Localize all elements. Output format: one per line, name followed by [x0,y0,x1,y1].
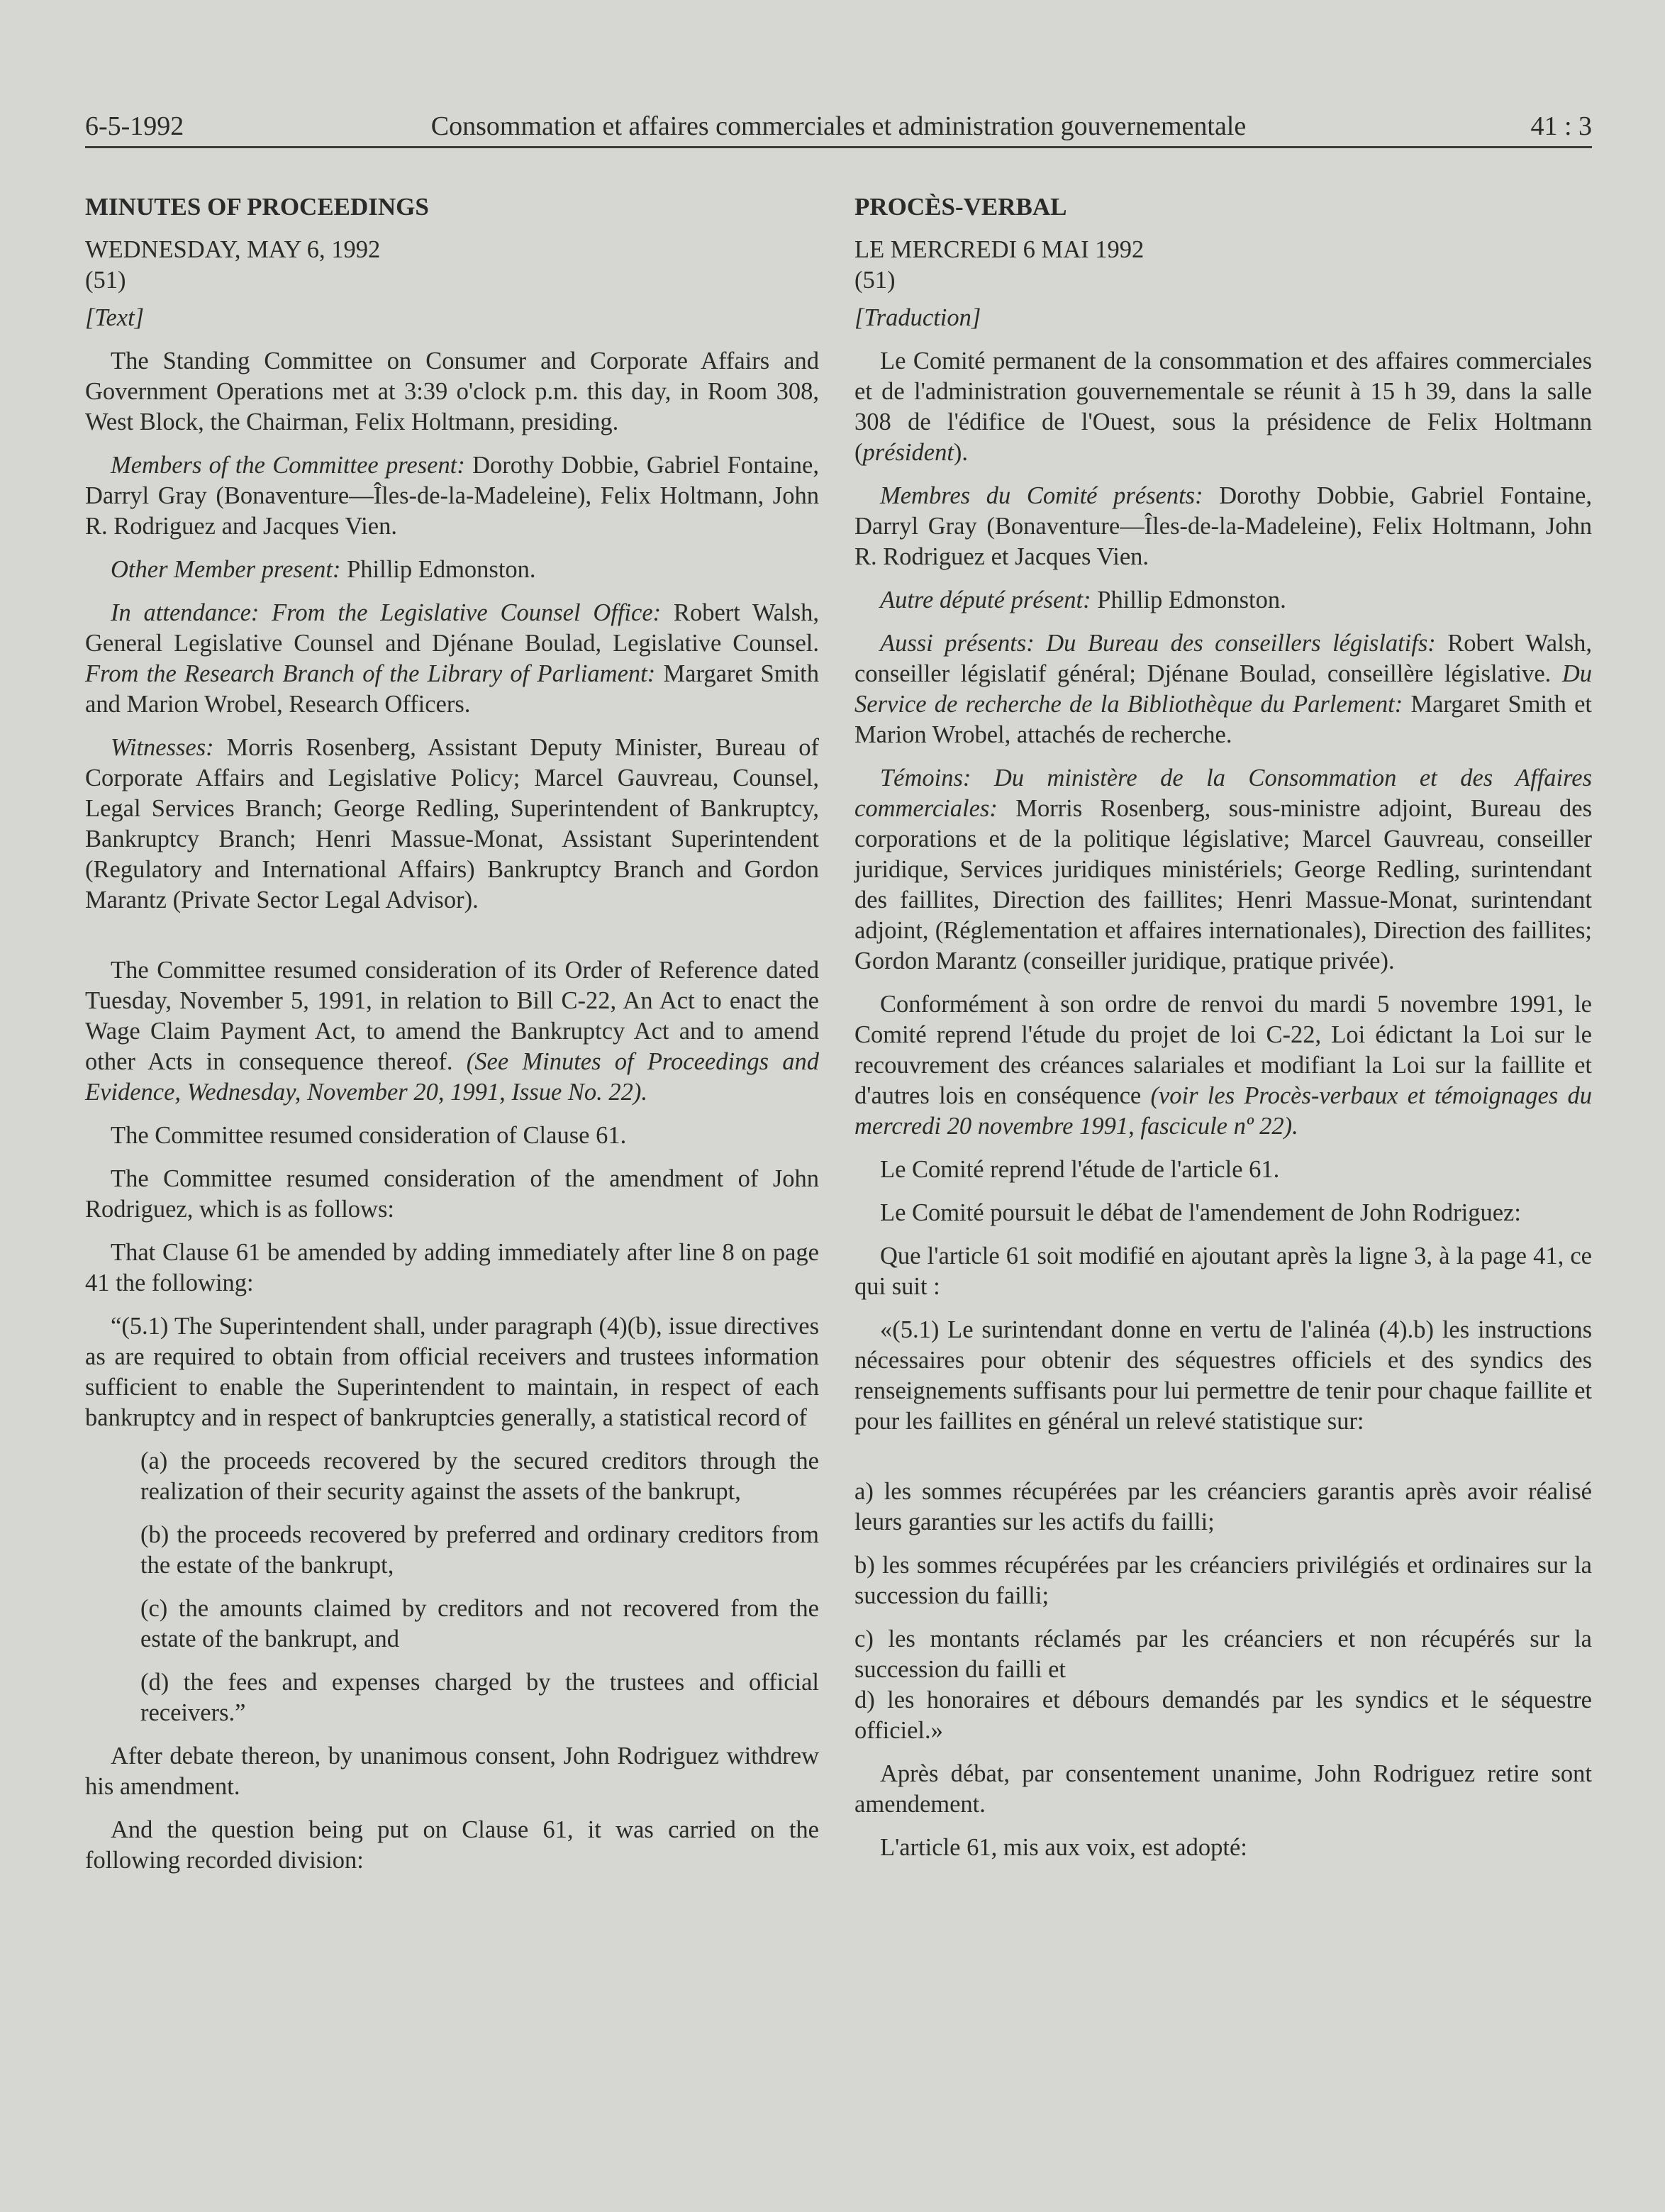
english-other-name: Phillip Edmonston. [340,556,536,583]
french-attendance [854,628,1592,750]
french-witnesses-list: Morris Rosenberg, sous-ministre adjoint, Bureau des corporations et de la politique législative; Marcel Gauvreau, conseiller juridique, Services juridiques ministériels; George Redling, surintendant des faillites, Direction des faillites; Henri Massue-Monat, surintendant adjoint, (Réglementation et affaires internationales), Direction des faillites; Gordon Marantz (conseiller juridique, pratique privée). [854,795,1592,974]
french-resumed-ref: (voir les Procès-verbaux et témoignages du mercredi 20 novembre 1991, fascicule nº 22). [854,1082,1593,1140]
english-after-debate: After debate thereon, by unanimous consent, John Rodriguez withdrew his amendment. [85,1743,819,1800]
english-meeting-number: (51) [85,267,126,294]
header-page-number: 41 : 3 [1530,111,1592,141]
french-opening-end: ). [953,439,969,466]
english-date-line: WEDNESDAY, MAY 6, 1992 [85,236,381,263]
french-date-line: LE MERCREDI 6 MAI 1992 [854,236,1145,263]
french-text-tag: [Traduction] [854,304,981,331]
english-witnesses-list: Morris Rosenberg, Assistant Deputy Minister, Bureau of Corporate Affairs and Legislative Policy; Marcel Gauvreau, Counsel, Legal Services Branch; George Redling, Superintendent of Bankruptcy, Bankruptcy Branch; Henri Massue-Monat, Assistant Superintendent (Regulatory and International Affairs) Bankruptcy Branch and Gordon Marantz (Private Sector Legal Advisor). [85,734,819,913]
english-column [85,191,819,1889]
french-witnesses [854,763,1592,977]
english-members-list: Dorothy Dobbie, Gabriel Fontaine, Darryl Gray (Bonaventure—Îles-de-la-Madeleine), Felix Holtmann, John R. Rodriguez and Jacques Vien. [85,452,819,540]
english-text-tag: [Text] [85,304,145,331]
english-amendment-intro: The Committee resumed consideration of the amendment of John Rodriguez, which is as follows: [85,1165,819,1223]
english-opening: The Standing Committee on Consumer and Corporate Affairs and Government Operations met at 3:39 o'clock p.m. this day, in Room 308, West Block, the Chairman, Felix Holtmann, presiding. [85,348,819,435]
english-resumed-ref: (See Minutes of Proceedings and Evidence, Wednesday, November 20, 1991, Issue No. 22). [85,1048,819,1106]
header-title: Consommation et affaires commerciales et administration gouvernementale [430,111,1247,141]
french-item-c: c) les montants réclamés par les créanciers et non récupérés sur la succession du failli et [854,1625,1592,1683]
french-members [854,481,1592,572]
english-motion: That Clause 61 be amended by adding immediately after line 8 on page 41 the following: [85,1239,819,1296]
french-other-name: Phillip Edmonston. [1091,587,1286,613]
french-quote: «(5.1) Le surintendant donne en vertu de l'alinéa (4).b) les instructions nécessaires pour obtenir des séquestres officiels et des syndics des renseignements suffisants pour lui permettre de tenir pour chaque faillite et pour les faillites en général un relevé statistique sur: [854,1316,1592,1435]
french-item-d: d) les honoraires et débours demandés par les syndics et le séquestre officiel.» [854,1686,1592,1744]
french-after-debate: Après débat, par consentement unanime, John Rodriguez retire sont amendement. [854,1760,1592,1818]
english-item-a: (a) the proceeds recovered by the secured creditors through the realization of their security against the assets of the bankrupt, [140,1447,819,1505]
french-amendment-intro: Le Comité poursuit le débat de l'amendement de John Rodriguez: [880,1199,1521,1226]
french-opening-president: président [862,439,954,466]
french-attendance-1: Robert Walsh, conseiller législatif général; Djénane Boulad, conseillère législative. [854,630,1593,687]
french-members-label: Membres du Comité présents: [880,482,1203,509]
french-resumed [854,989,1592,1142]
english-resumed-text: The Committee resumed consideration of its Order of Reference dated Tuesday, November 5, 1991, in relation to Bill C-22, An Act to enact the Wage Claim Payment Act, to amend the Bankruptcy Act and to amend other Acts in consequence thereof. [85,957,819,1075]
french-attendance-label-2: Du Service de recherche de la Bibliothèque du Parlement: [854,660,1592,718]
english-attendance-2: Margaret Smith and Marion Wrobel, Research Officers. [85,660,819,718]
french-question: L'article 61, mis aux voix, est adopté: [880,1834,1247,1861]
english-members [85,450,819,542]
french-witnesses-label: Témoins: Du ministère de la Consommation et des Affaires commerciales: [854,765,1592,822]
page-header [85,106,1592,148]
english-question: And the question being put on Clause 61, it was carried on the following recorded division: [85,1816,819,1874]
french-item-b: b) les sommes récupérées par les créanciers privilégiés et ordinaires sur la succession du failli; [854,1552,1592,1609]
english-attendance-label: In attendance: From the Legislative Counsel Office: [111,599,662,626]
english-resumed [85,955,819,1108]
english-item-c: (c) the amounts claimed by creditors and not recovered from the estate of the bankrupt, and [140,1595,819,1652]
french-other-member [854,585,1592,616]
english-other-label: Other Member present: [111,556,341,583]
french-resumed-text: Conformément à son ordre de renvoi du mardi 5 novembre 1991, le Comité reprend l'étude du projet de loi C-22, Loi édictant la Loi sur le recouvrement des créances salariales et modifiant la Loi sur la faillite et d'autres lois en conséquence [854,991,1592,1109]
english-item-b: (b) the proceeds recovered by preferred and ordinary creditors from the estate of the bankrupt, [140,1521,819,1579]
english-item-d: (d) the fees and expenses charged by the trustees and official receivers.” [140,1669,819,1726]
english-attendance-1: Robert Walsh, General Legislative Counsel and Djénane Boulad, Legislative Counsel. [85,599,819,657]
french-opening [854,346,1592,468]
french-attendance-label: Aussi présents: Du Bureau des conseillers législatifs: [880,630,1436,657]
english-heading: MINUTES OF PROCEEDINGS [85,193,429,221]
french-other-label: Autre député présent: [880,587,1091,613]
french-heading: PROCÈS-VERBAL [854,193,1067,221]
french-column [854,191,1592,1876]
english-attendance [85,598,819,720]
french-item-a: a) les sommes récupérées par les créanciers garantis après avoir réalisé leurs garanties sur les actifs du failli; [854,1478,1592,1535]
english-attendance-label-2: From the Research Branch of the Library of Parliament: [85,660,656,687]
english-witnesses-label: Witnesses: [111,734,214,761]
french-members-list: Dorothy Dobbie, Gabriel Fontaine, Darryl Gray (Bonaventure—Îles-de-la-Madeleine), Felix Holtmann, John R. Rodriguez et Jacques Vien. [854,482,1592,570]
french-clause: Le Comité reprend l'étude de l'article 61. [880,1156,1280,1183]
english-members-label: Members of the Committee present: [111,452,465,479]
english-witnesses [85,733,819,916]
french-opening-text: Le Comité permanent de la consommation et des affaires commerciales et de l'administration gouvernementale se réunit à 15 h 39, dans la salle 308 de l'édifice de l'Ouest, sous la présidence de Felix Holtmann ( [854,348,1592,466]
french-attendance-2: Margaret Smith et Marion Wrobel, attachés de recherche. [854,691,1592,748]
english-other-member [85,555,819,585]
english-quote: “(5.1) The Superintendent shall, under paragraph (4)(b), issue directives as are required to obtain from official receivers and trustees information sufficient to enable the Superintendent to maintain, in respect of each bankruptcy and in respect of bankruptcies generally, a statistical record of [85,1313,819,1431]
french-meeting-number: (51) [854,267,896,294]
french-motion: Que l'article 61 soit modifié en ajoutant après la ligne 3, à la page 41, ce qui suit : [854,1243,1592,1300]
header-date: 6-5-1992 [85,111,184,141]
english-clause: The Committee resumed consideration of Clause 61. [111,1122,627,1149]
